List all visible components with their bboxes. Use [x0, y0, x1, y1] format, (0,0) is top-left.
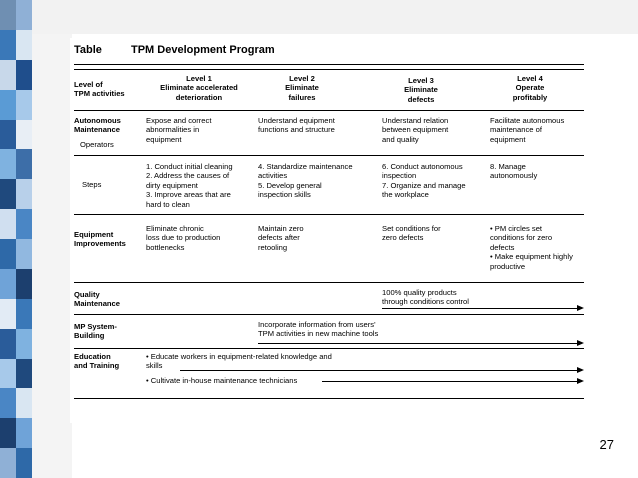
row-label-education: Education and Training	[74, 352, 120, 371]
rule-top	[74, 64, 584, 65]
steps-level-3: 6. Conduct autonomous inspection 7. Organize and manage the workplace	[382, 162, 466, 200]
header-level-3: Level 3 Eliminate defects	[404, 76, 438, 104]
row-label-mp: MP System- Building	[74, 322, 117, 341]
steps-level-4: 8. Manage autonomously	[490, 162, 538, 181]
header-level-1: Level 1 Eliminate accelerated deterioration	[160, 74, 238, 102]
education-arrow-1	[180, 370, 582, 371]
autonomous-level-4: Facilitate autonomous maintenance of equipment	[490, 116, 565, 144]
row-label-quality: Quality Maintenance	[74, 290, 120, 309]
mp-arrow	[258, 343, 582, 344]
equipment-level-1: Eliminate chronic loss due to production bottlenecks	[146, 224, 221, 252]
rule-steps	[74, 214, 584, 215]
mp-text: Incorporate information from users' TPM activities in new machine tools	[258, 320, 379, 339]
page-number: 27	[599, 437, 614, 452]
steps-level-2: 4. Standardize maintenance activities 5. Develop general inspection skills	[258, 162, 353, 200]
table-title	[74, 44, 275, 56]
equipment-level-2: Maintain zero defects after retooling	[258, 224, 304, 252]
autonomous-level-2: Understand equipment functions and structure	[258, 116, 335, 135]
rule-top-double	[74, 69, 584, 70]
steps-level-1: 1. Conduct initial cleaning 2. Address the causes of dirty equipment 3. Improve areas that are hard to clean	[146, 162, 233, 209]
slide-top-band	[32, 0, 638, 34]
rule-bottom	[74, 398, 584, 399]
row-label-steps: Steps	[82, 180, 102, 189]
row-label-autonomous: Autonomous Maintenance	[74, 116, 121, 135]
rule-equipment	[74, 282, 584, 283]
rule-quality	[74, 314, 584, 315]
title-text: TPM Development Program	[131, 44, 275, 56]
scanned-table-page	[70, 38, 598, 423]
education-item-1: • Educate workers in equipment-related knowledge and skills	[146, 352, 332, 371]
rule-autonomous	[74, 155, 584, 156]
equipment-level-3: Set conditions for zero defects	[382, 224, 441, 243]
quality-text: 100% quality products through conditions control	[382, 288, 469, 307]
equipment-level-4: • PM circles set conditions for zero defects • Make equipment highly productive	[490, 224, 573, 271]
rule-header	[74, 110, 584, 111]
autonomous-level-3: Understand relation between equipment and quality	[382, 116, 449, 144]
decorative-color-strip	[0, 0, 32, 478]
header-level-of-activities: Level of TPM activities	[74, 80, 125, 99]
row-label-equipment: Equipment Improvements	[74, 230, 126, 249]
autonomous-level-1: Expose and correct abnormalities in equipment	[146, 116, 212, 144]
title-label: Table	[74, 44, 102, 56]
quality-arrow	[382, 308, 582, 309]
header-level-4: Level 4 Operate profitably	[512, 74, 548, 102]
education-arrow-2	[322, 381, 582, 382]
education-item-2: • Cultivate in-house maintenance technicians	[146, 376, 298, 385]
slide-margin	[32, 0, 72, 478]
header-level-2: Level 2 Eliminate failures	[285, 74, 319, 102]
rule-mp	[74, 348, 584, 349]
row-sublabel-operators: Operators	[80, 140, 114, 149]
